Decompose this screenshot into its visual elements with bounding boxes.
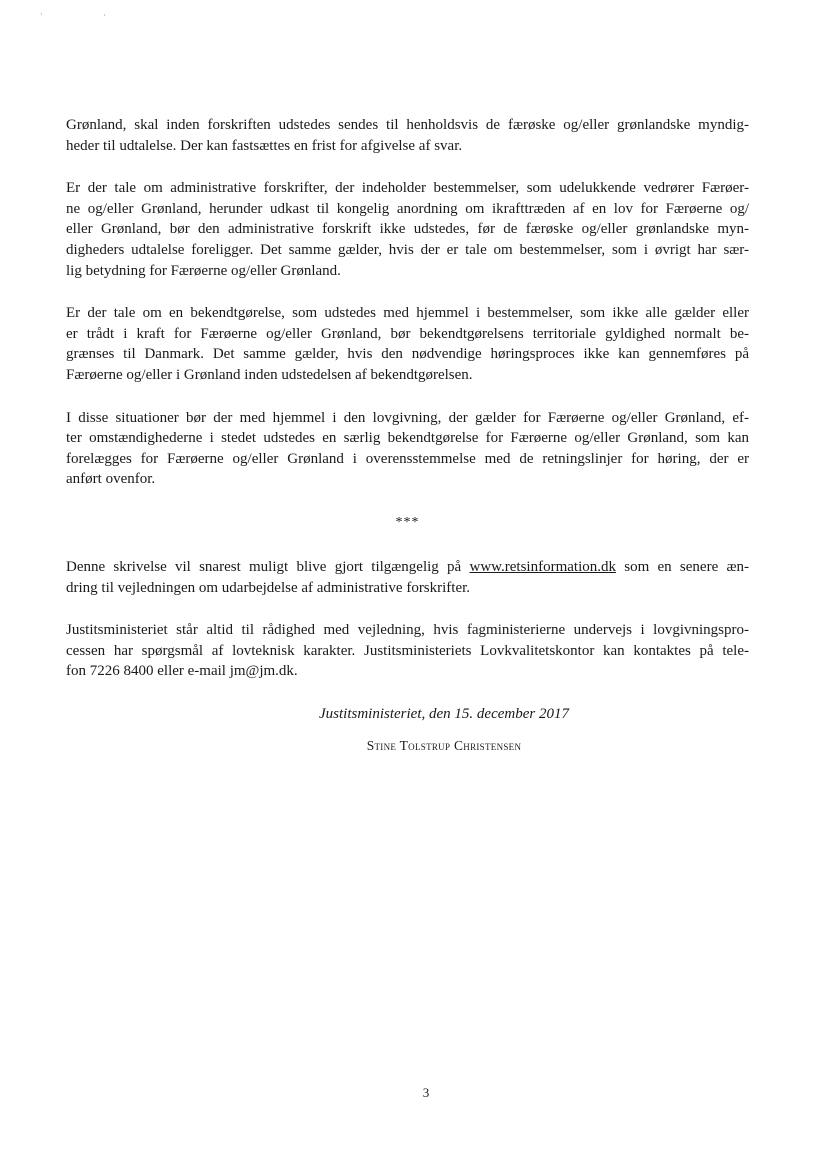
- text-line: [66, 557, 749, 578]
- paragraph-contact: [66, 620, 749, 682]
- page-number: 3: [422, 1085, 430, 1100]
- text-line: digheders udtalelse foreligger. Det samme gælder, hvis der er tale om bestemmelser, som i øvrigt har sær-: [66, 241, 749, 258]
- text-line: anført ovenfor.: [66, 471, 156, 488]
- text-line: lig betydning for Færøerne og/eller Grønland.: [66, 262, 341, 279]
- text-line: Justitsministeriet står altid til rådighed med vejledning, hvis fagministerierne undervejs i lovgivningspro-: [66, 622, 749, 639]
- scan-mark: ·: [40, 10, 43, 20]
- text-line: dring til vejledningen om udarbejdelse af administrative forskrifter.: [66, 579, 471, 596]
- text-line: eller Grønland, bør den administrative forskrift ikke udstedes, før de færøske og/eller grønlandske myn-: [66, 221, 749, 238]
- paragraph-publication: [66, 557, 749, 598]
- signature-date-line: Justitsministeriet, den 15. december 2017: [319, 706, 569, 722]
- text-line: Er der tale om administrative forskrifter, der indeholder bestemmelser, som udelukkende vedrører Færøer-: [66, 180, 749, 197]
- retsinformation-link[interactable]: www.retsinformation.dk: [469, 558, 616, 575]
- text-segment: Denne skrivelse vil snarest muligt blive gjort tilgængelig på: [66, 558, 470, 575]
- signatory-name: Stine Tolstrup Christensen: [366, 738, 522, 753]
- scan-mark: ·: [103, 11, 106, 21]
- text-line: ter omstændighederne i stedet udstedes en særlig bekendtgørelse for Færøerne og/eller Grønland, som kan: [66, 430, 749, 447]
- text-line: er trådt i kraft for Færøerne og/eller Grønland, bør bekendtgørelsens territoriale gyldighed normalt be-: [66, 325, 749, 342]
- text-line: Færøerne og/eller i Grønland inden udstedelsen af bekendtgørelsen.: [66, 366, 473, 383]
- paragraph-administrative-regulations: [66, 178, 749, 281]
- text-line: heder til udtalelse. Der kan fastsættes en frist for afgivelse af svar.: [66, 137, 463, 154]
- paragraph-consultation: [66, 115, 749, 156]
- paragraph-executive-order: [66, 303, 749, 385]
- text-line: Grønland, skal inden forskriften udstedes sendes til henholdsvis de færøske og/eller grønlandske myndig-: [66, 117, 749, 133]
- text-line: cessen har spørgsmål af lovteknisk karakter. Justitsministeriets Lovkvalitetskontor kan kontaktes på tele-: [66, 642, 749, 659]
- text-line: fon 7226 8400 eller e-mail jm@jm.dk.: [66, 663, 298, 680]
- document-body: [66, 115, 749, 682]
- text-segment: som en senere æn-: [615, 558, 750, 575]
- section-separator: ***: [395, 514, 420, 530]
- text-line: grænses til Danmark. Det samme gælder, hvis den nødvendige høringsproces ikke kan gennemføres på: [66, 346, 749, 363]
- text-line: I disse situationer bør der med hjemmel i den lovgivning, der gælder for Færøerne og/eller Grønland, ef-: [66, 409, 749, 426]
- text-line: ne og/eller Grønland, herunder udkast til kongelig anordning om ikrafttræden af en lov for Færøerne og/: [66, 200, 749, 217]
- text-line: Er der tale om en bekendtgørelse, som udstedes med hjemmel i bestemmelser, som ikke alle gælder eller: [66, 305, 749, 322]
- text-line: forelægges for Færøerne og/eller Grønland i overensstemmelse med de retningslinjer for høring, der er: [66, 450, 749, 467]
- paragraph-special-executive-order: [66, 408, 749, 490]
